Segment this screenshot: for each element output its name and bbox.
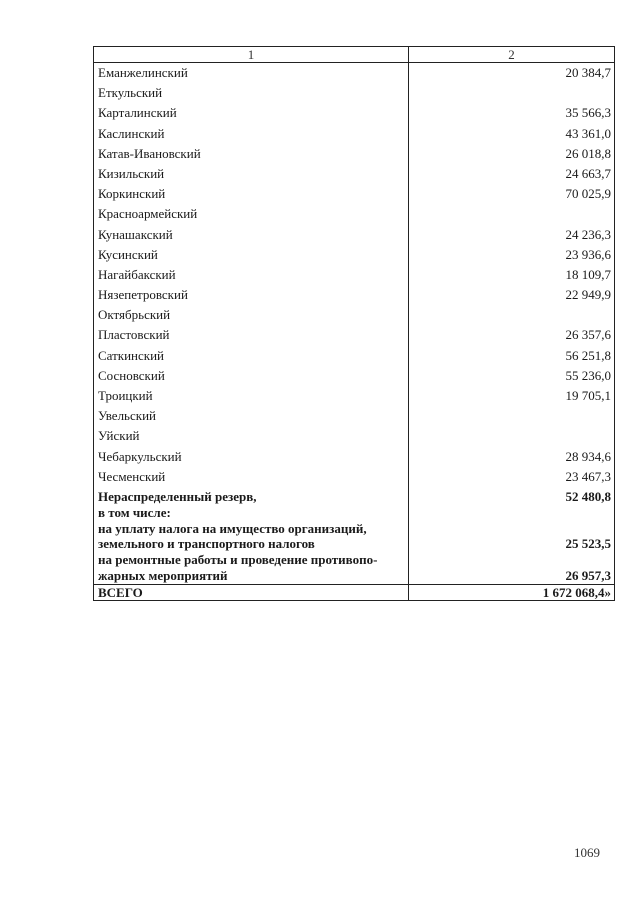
district-name: Красноармейский (94, 204, 409, 224)
district-amount: 23 936,6 (409, 245, 615, 265)
table-row (94, 184, 615, 204)
table-row (94, 204, 615, 224)
district-name: Нязепетровский (94, 285, 409, 305)
reserve-title-amount: 52 480,8 (565, 488, 611, 504)
district-name: Карталинский (94, 103, 409, 123)
district-name: Каслинский (94, 124, 409, 144)
district-name: Пластовский (94, 325, 409, 345)
table-row (94, 225, 615, 245)
district-amount: 24 663,7 (409, 164, 615, 184)
district-amount (409, 406, 615, 426)
table-row (94, 83, 615, 103)
district-amount: 26 357,6 (409, 325, 615, 345)
district-amount: 28 934,6 (409, 447, 615, 467)
table-row (94, 467, 615, 487)
reserve-row (94, 487, 615, 584)
column-header-1: 1 (94, 47, 409, 63)
district-name: Троицкий (94, 386, 409, 406)
table-row (94, 144, 615, 164)
district-name: Чебаркульский (94, 447, 409, 467)
district-name: Катав-Ивановский (94, 144, 409, 164)
district-name: Уйский (94, 426, 409, 446)
reserve-subtitle: в том числе: (98, 504, 171, 520)
district-amount (409, 426, 615, 446)
district-name: Коркинский (94, 184, 409, 204)
district-name: Сосновский (94, 366, 409, 386)
district-amount (409, 305, 615, 325)
district-name: Октябрьский (94, 305, 409, 325)
district-amount (409, 83, 615, 103)
reserve-item-line: земельного и транспортного налогов (98, 536, 315, 552)
table-row (94, 285, 615, 305)
district-name: Еманжелинский (94, 63, 409, 84)
table-row (94, 124, 615, 144)
district-name: Увельский (94, 406, 409, 426)
district-amount: 56 251,8 (409, 346, 615, 366)
district-name: Кизильский (94, 164, 409, 184)
district-name: Еткульский (94, 83, 409, 103)
district-amount: 55 236,0 (409, 366, 615, 386)
table-header (94, 47, 615, 63)
table-row (94, 346, 615, 366)
district-name: Нагайбакский (94, 265, 409, 285)
total-amount: 1 672 068,4» (409, 584, 615, 600)
reserve-amounts (409, 487, 615, 584)
column-header-2: 2 (409, 47, 615, 63)
district-amount: 23 467,3 (409, 467, 615, 487)
district-amount: 70 025,9 (409, 184, 615, 204)
reserve-spacer (413, 552, 611, 568)
district-amount (409, 204, 615, 224)
district-amount: 20 384,7 (409, 63, 615, 84)
total-label: ВСЕГО (94, 584, 409, 600)
reserve-description (94, 487, 409, 584)
budget-table (93, 46, 615, 601)
reserve-spacer (413, 505, 611, 521)
table-row (94, 426, 615, 446)
district-amount: 35 566,3 (409, 103, 615, 123)
reserve-item-amount: 26 957,3 (565, 567, 611, 583)
table-row (94, 63, 615, 84)
district-name: Кусинский (94, 245, 409, 265)
district-amount: 18 109,7 (409, 265, 615, 285)
table-row (94, 447, 615, 467)
table-body (94, 63, 615, 601)
district-name: Саткинский (94, 346, 409, 366)
district-amount: 43 361,0 (409, 124, 615, 144)
reserve-item-line: жарных мероприятий (98, 567, 228, 583)
table-row (94, 103, 615, 123)
table-row (94, 245, 615, 265)
reserve-item-line: на уплату налога на имущество организаций, (98, 520, 367, 536)
table-row (94, 406, 615, 426)
table-row (94, 164, 615, 184)
reserve-item-amount: 25 523,5 (565, 536, 611, 552)
district-amount: 19 705,1 (409, 386, 615, 406)
district-name: Кунашакский (94, 225, 409, 245)
reserve-item-line: на ремонтные работы и проведение противопо- (98, 552, 378, 568)
district-amount: 22 949,9 (409, 285, 615, 305)
page-number: 1069 (574, 845, 600, 860)
table-row (94, 305, 615, 325)
total-row (94, 584, 615, 600)
reserve-title: Нераспределенный резерв, (98, 488, 257, 504)
district-amount: 24 236,3 (409, 225, 615, 245)
table-row (94, 386, 615, 406)
table-row (94, 265, 615, 285)
reserve-spacer (413, 521, 611, 537)
district-name: Чесменский (94, 467, 409, 487)
table-row (94, 366, 615, 386)
table-row (94, 325, 615, 345)
district-amount: 26 018,8 (409, 144, 615, 164)
